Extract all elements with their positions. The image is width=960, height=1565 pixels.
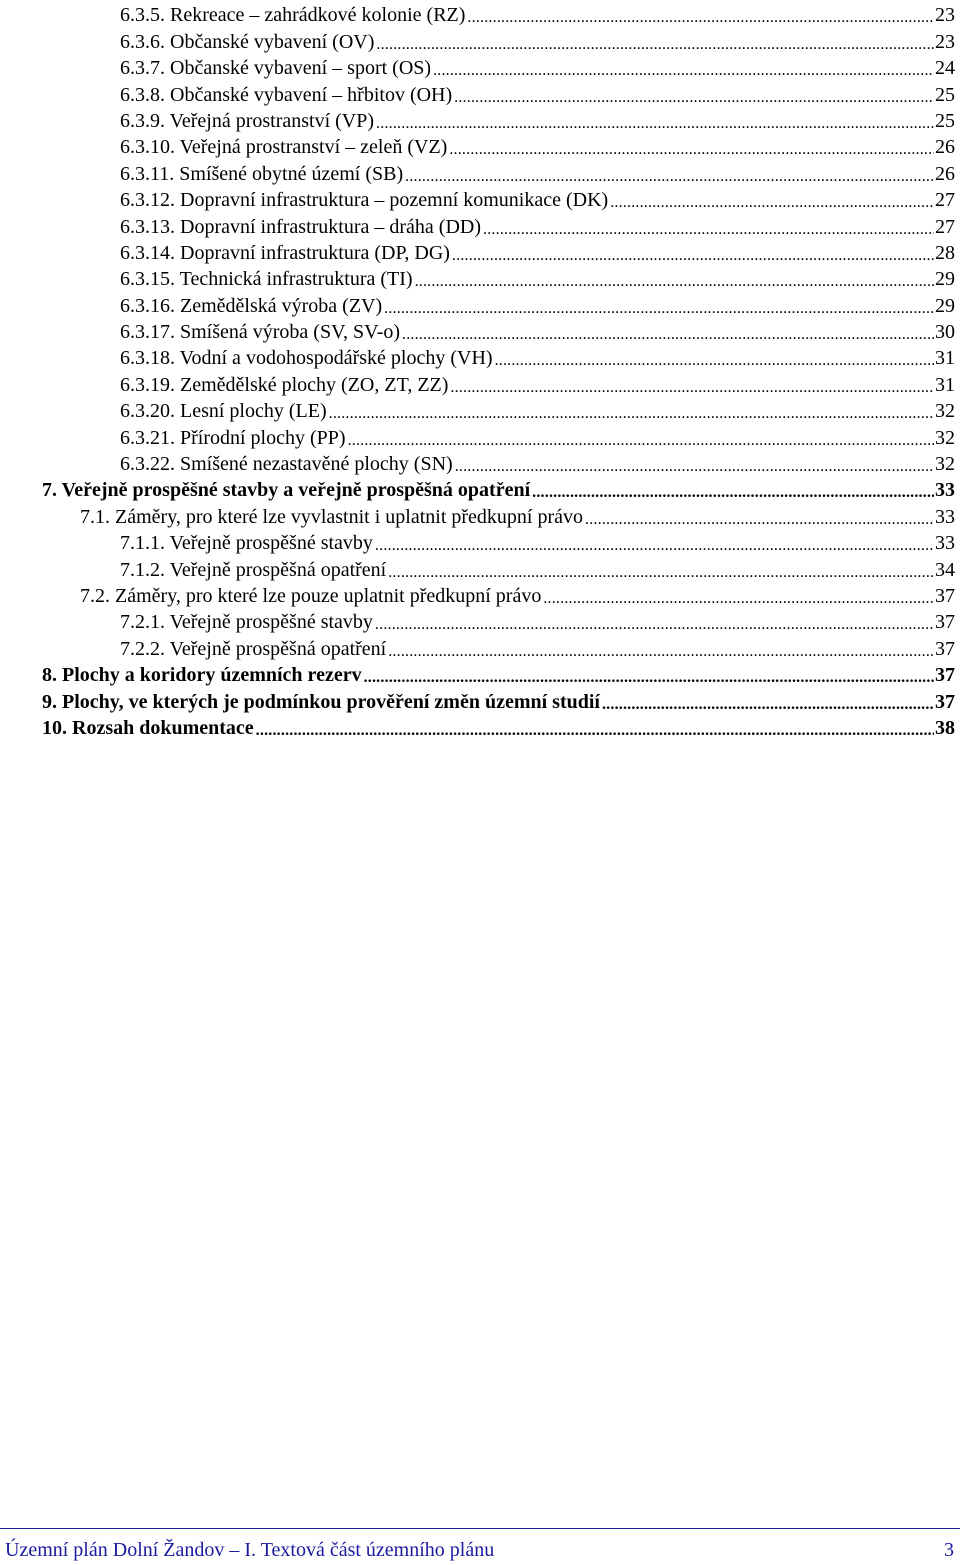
toc-entry-label: 8. Plochy a koridory územních rezerv [0, 664, 364, 686]
toc-dot-leader [375, 613, 934, 633]
toc-entry[interactable] [0, 528, 955, 554]
toc-dot-leader [610, 191, 934, 211]
toc-entry[interactable] [0, 53, 955, 79]
toc-dot-leader [543, 587, 934, 607]
toc-entry-label: 6.3.6. Občanské vybavení (OV) [0, 31, 376, 53]
toc-entry[interactable] [0, 633, 955, 659]
toc-entry[interactable] [0, 581, 955, 607]
toc-dot-leader [433, 59, 934, 79]
footer-page-number: 3 [944, 1539, 954, 1561]
page-footer [0, 1528, 960, 1565]
toc-entry[interactable] [0, 660, 955, 686]
toc-entry-page: 27 [935, 215, 955, 238]
toc-entry-label: 7.2.1. Veřejně prospěšné stavby [0, 611, 375, 633]
toc-entry-page: 32 [935, 453, 955, 476]
toc-entry-label: 7.2.2. Veřejně prospěšná opatření [0, 638, 388, 660]
toc-entry-page: 37 [935, 664, 955, 687]
toc-dot-leader [375, 534, 934, 554]
toc-dot-leader [602, 693, 934, 713]
toc-entry[interactable] [0, 343, 955, 369]
toc-entry-label: 6.3.8. Občanské vybavení – hřbitov (OH) [0, 84, 454, 106]
toc-entry-label: 6.3.22. Smíšené nezastavěné plochy (SN) [0, 453, 455, 475]
toc-entry-page: 25 [935, 109, 955, 132]
toc-entry-label: 6.3.11. Smíšené obytné území (SB) [0, 163, 405, 185]
toc-dot-leader [467, 6, 934, 26]
toc-dot-leader [449, 138, 934, 158]
toc-entry-page: 24 [935, 57, 955, 80]
toc-entry-page: 33 [935, 532, 955, 555]
toc-entry-label: 6.3.17. Smíšená výroba (SV, SV-o) [0, 321, 402, 343]
toc-entry-label: 7.1.2. Veřejně prospěšná opatření [0, 559, 388, 581]
toc-entry-label: 7.2. Záměry, pro které lze pouze uplatnit předkupní právo [0, 585, 543, 607]
toc-entry[interactable] [0, 369, 955, 395]
toc-entry[interactable] [0, 607, 955, 633]
toc-entry[interactable] [0, 185, 955, 211]
toc-dot-leader [483, 218, 934, 238]
toc-dot-leader [388, 640, 934, 660]
toc-entry-page: 26 [935, 136, 955, 159]
toc-entry[interactable] [0, 422, 955, 448]
toc-entry[interactable] [0, 317, 955, 343]
toc-entry[interactable] [0, 290, 955, 316]
toc-entry-page: 37 [935, 637, 955, 660]
toc-dot-leader [495, 349, 934, 369]
toc-entry-label: 10. Rozsah dokumentace [0, 717, 256, 739]
toc-entry[interactable] [0, 396, 955, 422]
toc-entry-page: 34 [935, 558, 955, 581]
toc-dot-leader [532, 481, 934, 501]
toc-entry-label: 6.3.14. Dopravní infrastruktura (DP, DG) [0, 242, 452, 264]
toc-entry-label: 6.3.19. Zemědělské plochy (ZO, ZT, ZZ) [0, 374, 450, 396]
toc-dot-leader [450, 376, 934, 396]
toc-entry-page: 30 [935, 321, 955, 344]
toc-entry[interactable] [0, 132, 955, 158]
toc-dot-leader [364, 666, 934, 686]
toc-entry-page: 32 [935, 400, 955, 423]
toc-entry-page: 26 [935, 162, 955, 185]
toc-dot-leader [376, 112, 934, 132]
toc-entry-label: 7.1.1. Veřejně prospěšné stavby [0, 532, 375, 554]
toc-entry-page: 37 [935, 611, 955, 634]
toc-entry-page: 31 [935, 347, 955, 370]
toc-entry[interactable] [0, 686, 955, 712]
toc-entry-page: 25 [935, 83, 955, 106]
toc-dot-leader [402, 323, 934, 343]
toc-dot-leader [454, 86, 934, 106]
toc-entry-label: 7.1. Záměry, pro které lze vyvlastnit i uplatnit předkupní právo [0, 506, 585, 528]
toc-entry-page: 28 [935, 241, 955, 264]
toc-entry[interactable] [0, 211, 955, 237]
toc-entry-page: 31 [935, 373, 955, 396]
toc-dot-leader [388, 561, 934, 581]
toc-dot-leader [415, 270, 934, 290]
toc-entry[interactable] [0, 238, 955, 264]
toc-entry[interactable] [0, 554, 955, 580]
toc-entry-label: 6.3.12. Dopravní infrastruktura – pozemní komunikace (DK) [0, 189, 610, 211]
toc-entry-label: 7. Veřejně prospěšné stavby a veřejně prospěšná opatření [0, 479, 532, 501]
toc-entry-page: 33 [935, 479, 955, 502]
toc-entry-page: 32 [935, 426, 955, 449]
toc-dot-leader [452, 244, 934, 264]
toc-entry-page: 27 [935, 189, 955, 212]
toc-entry-label: 6.3.10. Veřejná prostranství – zeleň (VZ) [0, 136, 449, 158]
toc-entry-label: 6.3.5. Rekreace – zahrádkové kolonie (RZ) [0, 4, 467, 26]
toc-entry-label: 6.3.13. Dopravní infrastruktura – dráha (DD) [0, 216, 483, 238]
toc-entry-label: 6.3.18. Vodní a vodohospodářské plochy (VH) [0, 347, 495, 369]
table-of-contents [0, 0, 955, 739]
toc-entry-page: 23 [935, 30, 955, 53]
toc-entry[interactable] [0, 158, 955, 184]
toc-entry[interactable] [0, 501, 955, 527]
toc-entry-label: 6.3.9. Veřejná prostranství (VP) [0, 110, 376, 132]
toc-dot-leader [585, 508, 934, 528]
toc-entry[interactable] [0, 264, 955, 290]
toc-dot-leader [376, 33, 934, 53]
toc-dot-leader [329, 402, 934, 422]
toc-entry[interactable] [0, 475, 955, 501]
toc-dot-leader [348, 429, 934, 449]
toc-entry-page: 33 [935, 505, 955, 528]
toc-entry-page: 37 [935, 584, 955, 607]
toc-entry-page: 29 [935, 268, 955, 291]
toc-entry[interactable] [0, 79, 955, 105]
toc-entry-label: 6.3.16. Zemědělská výroba (ZV) [0, 295, 384, 317]
toc-entry[interactable] [0, 0, 955, 26]
toc-entry[interactable] [0, 106, 955, 132]
toc-dot-leader [455, 455, 934, 475]
toc-entry-page: 23 [935, 4, 955, 27]
toc-dot-leader [384, 297, 934, 317]
toc-entry[interactable] [0, 26, 955, 52]
toc-entry[interactable] [0, 449, 955, 475]
toc-entry[interactable] [0, 713, 955, 739]
toc-entry-label: 6.3.21. Přírodní plochy (PP) [0, 427, 348, 449]
toc-entry-label: 9. Plochy, ve kterých je podmínkou prověření změn územní studií [0, 691, 602, 713]
footer-title: Územní plán Dolní Žandov – I. Textová část územního plánu [5, 1539, 495, 1561]
toc-entry-page: 37 [935, 690, 955, 713]
toc-entry-page: 38 [935, 716, 955, 739]
toc-entry-label: 6.3.20. Lesní plochy (LE) [0, 400, 329, 422]
toc-entry-label: 6.3.7. Občanské vybavení – sport (OS) [0, 57, 433, 79]
toc-entry-label: 6.3.15. Technická infrastruktura (TI) [0, 268, 415, 290]
toc-dot-leader [256, 719, 934, 739]
toc-dot-leader [405, 165, 934, 185]
toc-entry-page: 29 [935, 294, 955, 317]
